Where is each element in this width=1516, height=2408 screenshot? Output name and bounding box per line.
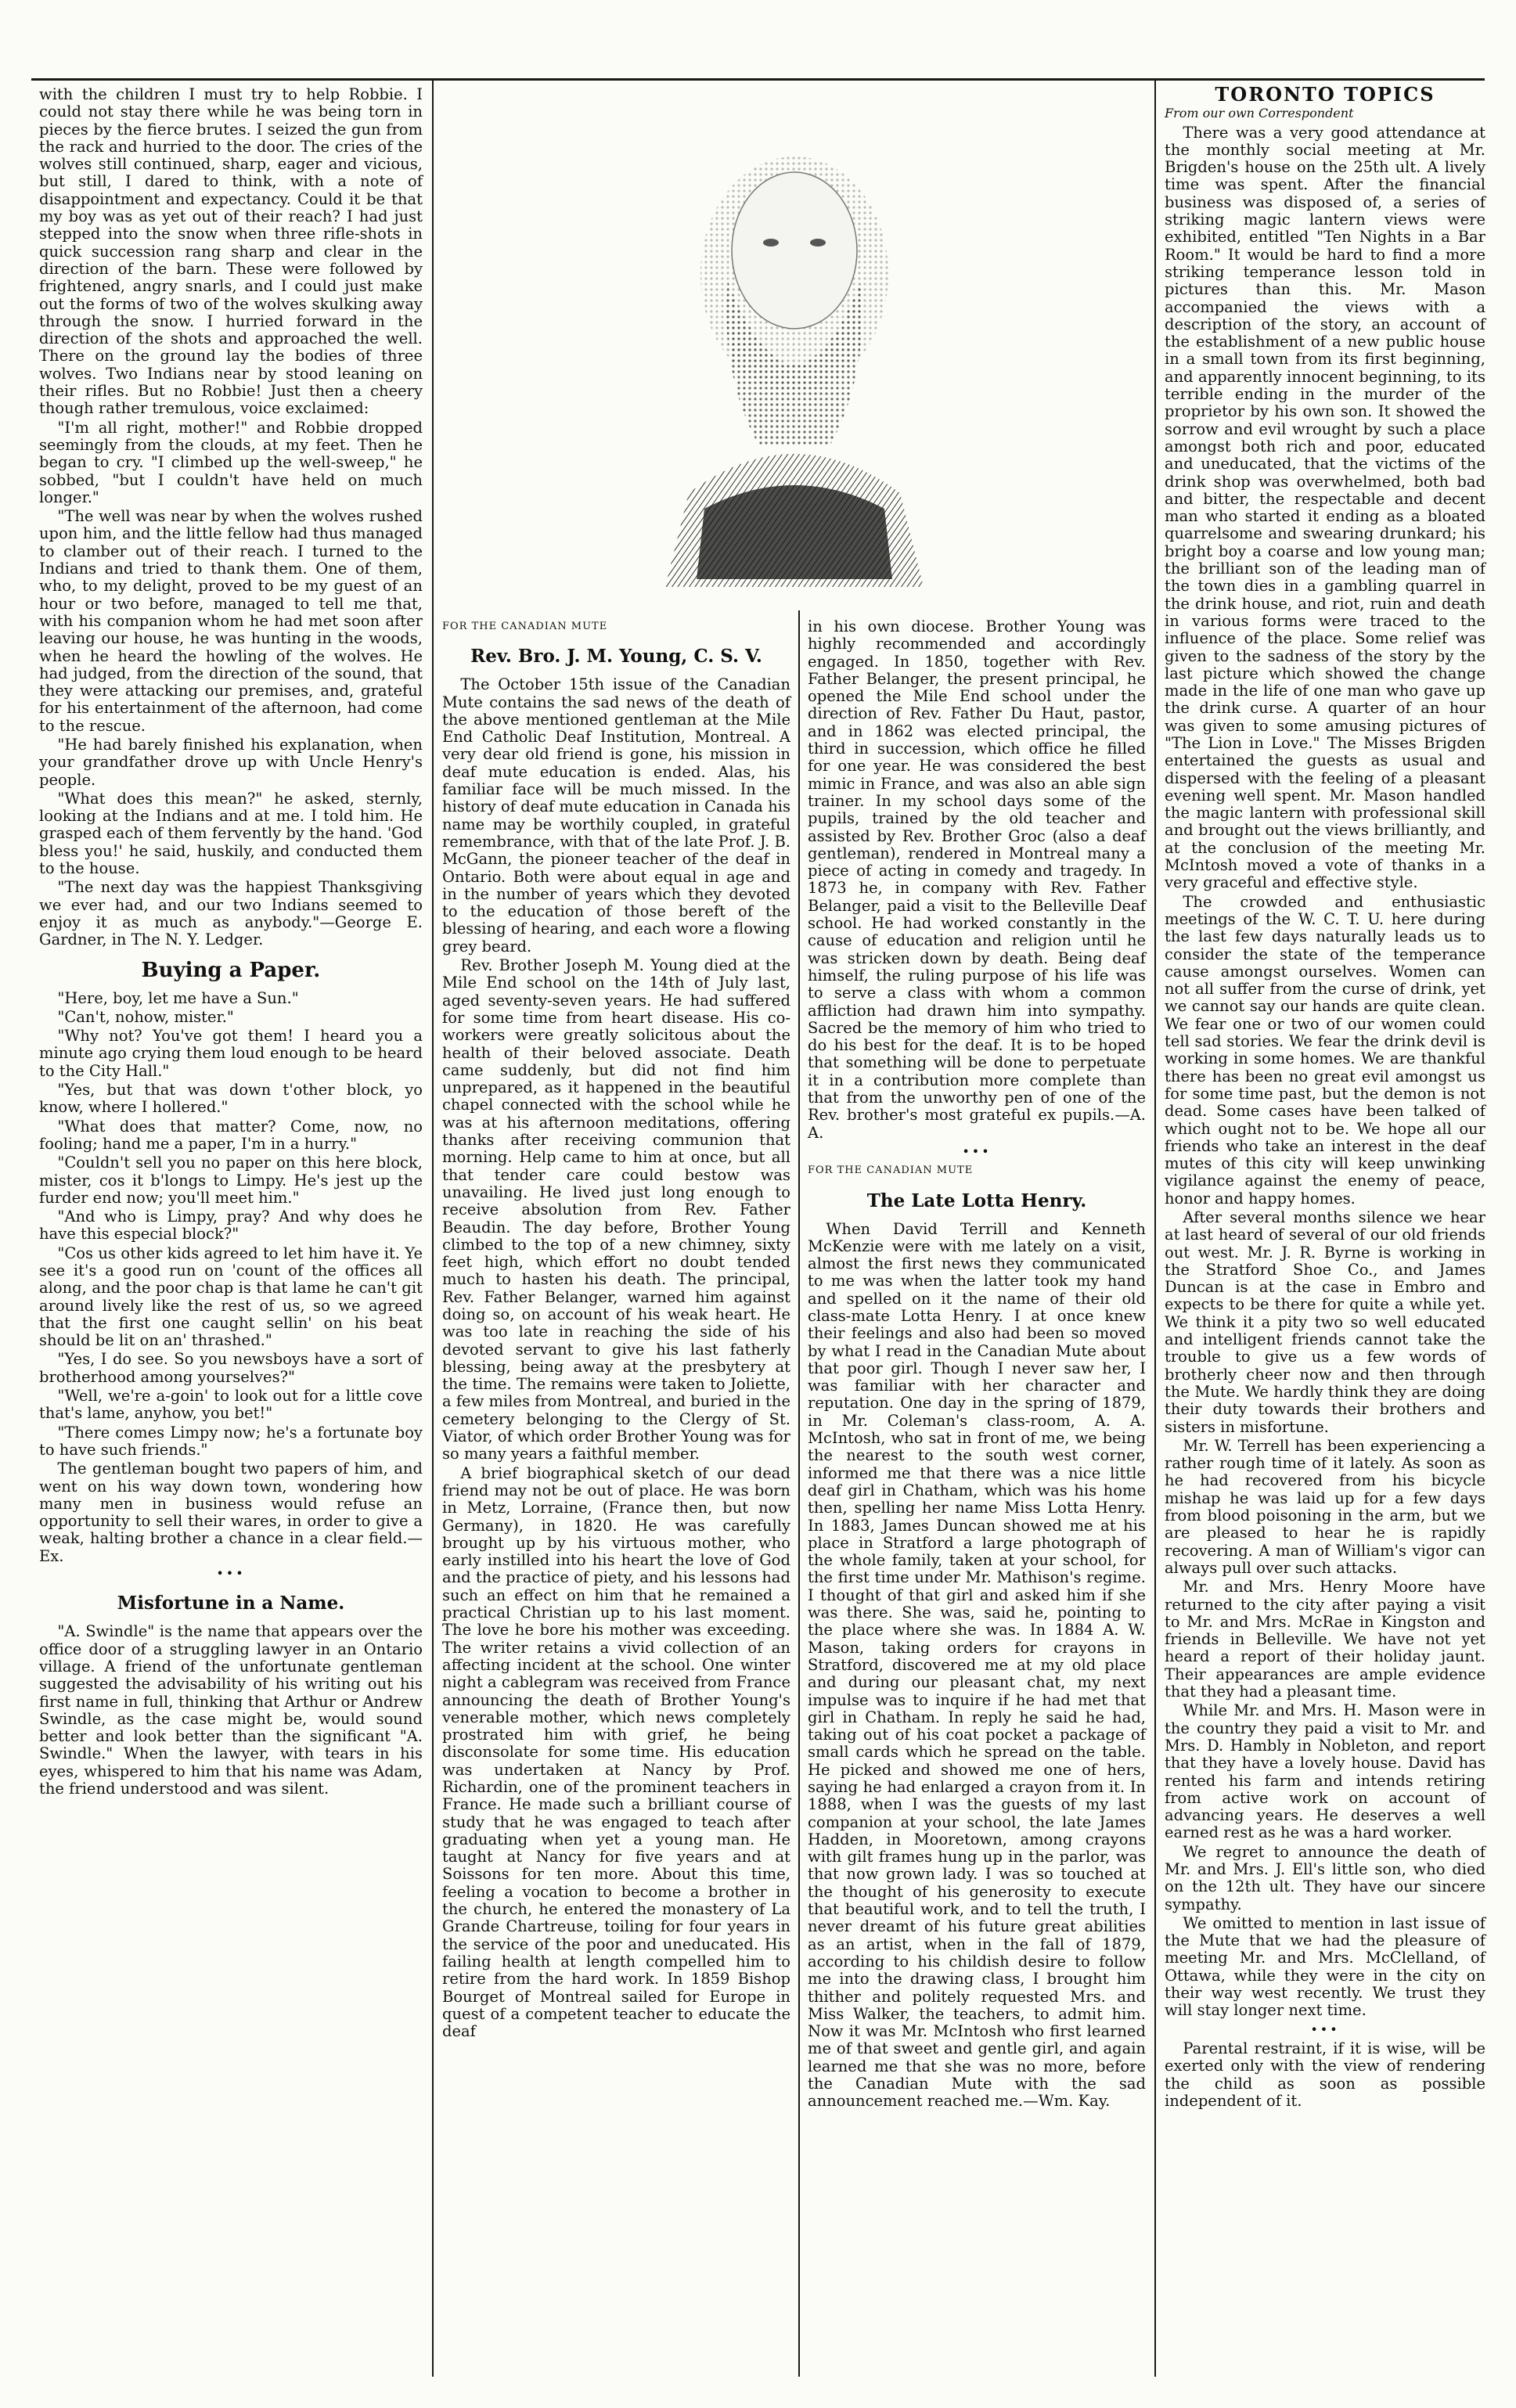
paragraph: in his own diocese. Brother Young was highly recommended and accordingly engaged. In 1850, together with Rev. Father Belanger, the present principal, he opened the Mile End school under the direction of Rev. Father Du Haut, pastor, and in 1862 was elected principal, the third in succession, which office he filled for one year. He was considered the best mimic in France, and was also an able sign trainer. In my school days some of the pupils, trained by the old teacher and assisted by Rev. Brother Groc (also a deaf gentleman), rendered in Montreal many a piece of acting in comedy and tragedy. In 1873 he, in company with Rev. Father Belanger, paid a visit to the Belleville Deaf school. He had worked constantly in the cause of education and religion until he was stricken down by death. Being deaf himself, the ruling purpose of his life was to serve a class with whom a common affliction had drawn him into sympathy. Sacred be the memory of him who tried to do his best for the deaf. It is to be hoped that something will be done to perpetuate it in a contribution more complete than that from the unworthy pen of one of the Rev. brother's most grateful ex pupils.—A. A. bbox=[808, 618, 1146, 1142]
paragraph: Mr. and Mrs. Henry Moore have returned to the city after paying a visit to Mr. and Mrs. McRae in Kingston and friends in Belleville. We have not yet heard a report of their holiday jaunt. Their appearances are ample evidence that they had a pleasant time. bbox=[1165, 1578, 1485, 1701]
portrait-illustration bbox=[610, 117, 978, 603]
paragraph: After several months silence we hear at last heard of several of our old friends out west. Mr. J. R. Byrne is working in the Stratford Shoe Co., and James Duncan is at the case in Embro and expects to be there for quite a while yet. We think it a pity two so well educated and intelligent friends cannot take the trouble to give us a few words of brotherly cheer now and then through the Mute. We hardly think they are doing their duty towards their brothers and sisters in misfortune. bbox=[1165, 1208, 1485, 1436]
headline-late-lotta-henry: The Late Lotta Henry. bbox=[866, 1190, 1087, 1211]
paragraph: "Cos us other kids agreed to let him have it. Ye see it's a good run on 'count of the offices all along, and the poor chap is that lame he can't git around lively like the rest of us, so we agreed that the first one caught sellin' on his beat should be lit on an' thrashed." bbox=[39, 1244, 423, 1350]
column-3 bbox=[800, 618, 1154, 2403]
paragraph: "He had barely finished his explanation, when your grandfather drove up with Uncle Henry's people. bbox=[39, 735, 423, 789]
paragraph: There was a very good attendance at the monthly social meeting at Mr. Brigden's house on the 25th ult. A lively time was spent. After the financial business was disposed of, a series of striking magic lantern views were exhibited, entitled "Ten Nights in a Bar Room." It would be hard to find a more striking temperance lesson told in pictures than this. Mr. Mason accompanied the views with a description of the story, an account of the establishment of a new public house in a small town from its first beginning, and apparently innocent beginning, to its terrible ending in the murder of the proprietor by his own son. It showed the sorrow and evil wrought by such a place amongst both rich and poor, educated and uneducated, that the victims of the drink shop was overwhelmed, both bad and bitter, the respectable and decent man who started it ending as a bloated quarrelsome and swearing drunkard; his bright boy a coarse and low young man; the brilliant son of the leading man of the town dies in a gambling quarrel in the drink house, and riot, ruin and death in various forms were traced to the influence of the place. Some relief was given to the sadness of the story by the last picture which showed the change made in the life of one man who gave up the drink curse. A quarter of an hour was given to some amusing pictures of "The Lion in Love." The Misses Brigden entertained the guests as usual and dispersed with the feeling of a pleasant evening well spent. Mr. Mason handled the magic lantern with professional skill and brought out the views brilliantly, and at the conclusion of the meeting Mr. McIntosh moved a vote of thanks in a very graceful and effective style. bbox=[1165, 123, 1485, 892]
paragraph: "And who is Limpy, pray? And why does he have this especial block?" bbox=[39, 1208, 423, 1244]
paragraph: "I'm all right, mother!" and Robbie dropped seemingly from the clouds, at my feet. Then he began to cry. "I climbed up the well-sweep," he sobbed, "but I couldn't have held on much longer." bbox=[39, 418, 423, 506]
byline: FOR THE CANADIAN MUTE bbox=[808, 1164, 974, 1177]
article-buying-a-paper bbox=[39, 990, 423, 1566]
top-rule bbox=[31, 78, 1485, 81]
section-masthead: TORONTO TOPICS bbox=[1215, 86, 1435, 106]
article-misfortune-in-a-name bbox=[39, 1623, 423, 1798]
paragraph: with the children I must try to help Robbie. I could not stay there while he was being torn in pieces by the fierce brutes. I seized the gun from the rack and hurried to the door. The cries of the wolves still continued, sharp, eager and vicious, but still, I dared to think, with a note of disappointment and expectancy. Could it be that my boy was as yet out of their reach? I had just stepped into the snow when three rifle-shots in quick succession rang sharp and clear in the direction of the barn. These were followed by frightened, angry snarls, and I could just make out the forms of two of the wolves skulking away through the snow. I hurried forward in the direction of the shots and approached the well. There on the ground lay the bodies of three wolves. Two Indians near by stood leaning on their rifles. But no Robbie! Just then a cheery though rather tremulous, voice exclaimed: bbox=[39, 86, 423, 418]
paragraph: Rev. Brother Joseph M. Young died at the Mile End school on the 14th of July last, aged seventy-seven years. He had suffered for some time from heart disease. His co-workers were greatly solicitous about the health of their beloved associate. Death came suddenly, but did not find him unprepared, as it happened in the beautiful chapel connected with the school while he was at his afternoon meditations, offering thanks after receiving communion that morning. Help came to him at once, but all that tender care could bestow was unavailing. He lived just long enough to receive absolution from Rev. Father Beaudin. The day before, Brother Young climbed to the top of a new chimney, sixty feet high, which effort no doubt tended much to hasten his death. The principal, Rev. Father Belanger, warned him against doing so, on account of his weak heart. He was too late in reaching the side of his devoted servant to give his last fatherly blessing, being away at the presbytery at the time. The remains were taken to Joliette, a few miles from Montreal, and buried in the cemetery belonging to the Clergy of St. Viator, of which order Brother Young was for so many years a faithful member. bbox=[442, 956, 790, 1463]
portrait-engraving bbox=[610, 117, 978, 603]
paragraph: "The well was near by when the wolves rushed upon him, and the little fellow had thus managed to clamber out of their reach. I turned to the Indians and tried to thank them. One of them, who, to my delight, proved to be my guest of an hour or two before, managed to tell me that, with his companion whom he had met soon after leaving our house, he was hunting in the woods, when he heard the howling of the wolves. He had judged, from the direction of the sound, that they were attacking our premises, and, grateful for his entertainment of the afternoon, had come to the rescue. bbox=[39, 507, 423, 735]
column-1 bbox=[31, 86, 430, 2403]
paragraph: "What does this mean?" he asked, sternly, looking at the Indians and at me. I told him. He grasped each of them fervently by the hand. 'God bless you!' he said, huskily, and conducted them to the house. bbox=[39, 789, 423, 878]
section-divider: ••• bbox=[962, 1143, 992, 1159]
correspondent-line: From our own Correspondent bbox=[1165, 106, 1354, 121]
section-divider: ••• bbox=[216, 1566, 246, 1582]
paragraph: "Why not? You've got them! I heard you a minute ago crying them loud enough to be heard to the City Hall." bbox=[39, 1027, 423, 1080]
paragraph: "Couldn't sell you no paper on this here block, mister, cos it b'longs to Limpy. He's jest up the furder end now; you'll meet him." bbox=[39, 1154, 423, 1207]
paragraph: We regret to announce the death of Mr. and Mrs. J. Ell's little son, who died on the 12th ult. They have our sincere sympathy. bbox=[1165, 1842, 1485, 1913]
paragraph: "The next day was the happiest Thanksgiving we ever had, and our two Indians seemed to enjoy it as much as anybody."—George E. Gardner, in The N. Y. Ledger. bbox=[39, 878, 423, 949]
column-divider bbox=[1154, 81, 1156, 2377]
paragraph: When David Terrill and Kenneth McKenzie were with me lately on a visit, almost the first news they communicated to me was when the latter took my hand and spelled on it the name of their old class-mate Lotta Henry. I at once knew their feelings and also had been so moved by what I read in the Canadian Mute about that poor girl. Though I never saw her, I was familiar with her character and reputation. One day in the spring of 1879, in Mr. Coleman's class-room, A. A. McIntosh, who sat in front of me, we being the nearest to the south west corner, informed me that there was a nice little deaf girl in Chatham, which was his home then, spelling her name Miss Lotta Henry. In 1883, James Duncan showed me at his place in Stratford a large photograph of the whole family, taken at your school, for the first time under Mr. Mathison's regime. I thought of that girl and asked him if she was there. She was, said he, pointing to the place where she was. In 1884 A. W. Mason, taking orders for crayons in Stratford, discovered me at my old place and during our pleasant chat, my next impulse was to inquire if he had met that girl in Chatham. In reply he said he had, taking out of his coat pocket a package of small cards which he spread on the table. He picked and showed me one of hers, saying he had enlarged a crayon from it. In 1888, when I was the guests of my last companion at your school, the late James Hadden, in Mooretown, among crayons with gilt frames hung up in the parlor, was that now grown lady. I was so touched at the thought of his generosity to execute that beautiful work, and to tell the truth, I never dreamt of his future great abilities as an artist, when in the fall of 1879, according to his childish desire to follow me into the drawing class, I brought him thither and politely requested Mrs. and Miss Walker, the teachers, to admit him. Now it was Mr. McIntosh who first learned me of that sweet and gentle girl, and again learned me that she was no more, before the Canadian Mute with the sad announcement reached me.—Wm. Kay. bbox=[808, 1219, 1146, 2111]
paragraph: "Here, boy, let me have a Sun." bbox=[57, 988, 299, 1007]
paragraph: "What does that matter? Come, now, no fooling; hand me a paper, I'm in a hurry." bbox=[39, 1117, 423, 1153]
headline-misfortune-in-a-name: Misfortune in a Name. bbox=[117, 1593, 345, 1614]
section-divider: ••• bbox=[1310, 2021, 1340, 2037]
paragraph: "Yes, I do see. So you newsboys have a sort of brotherhood among yourselves?" bbox=[39, 1350, 423, 1386]
column-4 bbox=[1157, 86, 1493, 2403]
paragraph: While Mr. and Mrs. H. Mason were in the country they paid a visit to Mr. and Mrs. D. Hambly in Nobleton, and report that they have a lovely house. David has rented his farm and intends retiring from active work on account of advancing years. He deserves a well earned rest as he was a hard worker. bbox=[1165, 1701, 1485, 1842]
paragraph: The gentleman bought two papers of him, and went on his way down town, wondering how many men in business would refuse an opportunity to sell their wares, in order to give a weak, halting brother a chance in a clear field.—Ex. bbox=[39, 1460, 423, 1565]
paragraph: Mr. W. Terrell has been experiencing a rather rough time of it lately. As soon as he had recovered from his bicycle mishap he was laid up for a few days from blood poisoning in the arm, but we are pleased to hear he is rapidly recovering. A man of William's vigor can always pull over such attacks. bbox=[1165, 1436, 1485, 1577]
column-2 bbox=[434, 618, 798, 2403]
paragraph: "There comes Limpy now; he's a fortunate boy to have such friends." bbox=[39, 1423, 423, 1459]
paragraph: "Well, we're a-goin' to look out for a little cove that's lame, anyhow, you bet!" bbox=[39, 1387, 423, 1423]
column-divider bbox=[432, 81, 434, 2377]
paragraph: "A. Swindle" is the name that appears over the office door of a struggling lawyer in an Ontario village. A friend of the unfortunate gentleman suggested the advisability of his writing out his first name in full, thinking that Arthur or Andrew Swindle, as the case might be, would sound better and look better than the significant "A. Swindle." When the lawyer, with tears in his eyes, whispered to him that his name was Adam, the friend understood and was silent. bbox=[39, 1622, 423, 1798]
headline-buying-a-paper: Buying a Paper. bbox=[141, 958, 321, 982]
story-continuation bbox=[39, 86, 423, 949]
paragraph: A brief biographical sketch of our dead friend may not be out of place. He was born in Metz, Lorraine, (France then, but now Germany), in 1820. He was carefully brought up by his virtuous mother, who early instilled into his heart the love of God and the practice of piety, and his lessons had such an effect on him that he remained a practical Christian up to his last moment. The love he bore his mother was exceeding. The writer retains a vivid collection of an affecting incident at the school. One winter night a cablegram was received from France announcing the death of Brother Young's venerable mother, which news completely prostrated him with grief, he being disconsolate for some time. His education was undertaken at Nancy by Prof. Richardin, one of the prominent teachers in France. He made such a brilliant course of study that he was engaged to teach after graduating when yet a young man. He taught at Nancy for five years and at Soissons for ten more. About this time, feeling a vocation to become a brother in the church, he entered the monastery of La Grande Chartreuse, toiling for four years in the service of the poor and uneducated. His failing health at length compelled him to retire from the hard work. In 1859 Bishop Bourget of Montreal sailed for Europe in quest of a competent teacher to educate the deaf bbox=[442, 1463, 790, 2041]
byline: FOR THE CANADIAN MUTE bbox=[442, 621, 608, 632]
paragraph: We omitted to mention in last issue of the Mute that we had the pleasure of meeting Mr. and Mrs. McClelland, of Ottawa, while they were in the city on their way west recently. We trust they will stay longer next time. bbox=[1165, 1913, 1485, 2020]
paragraph: The October 15th issue of the Canadian Mute contains the sad news of the death of the above mentioned gentleman at the Mile End Catholic Deaf Institution, Montreal. A very dear old friend is gone, his mission in deaf mute education is ended. Alas, his familiar face will be much missed. In the history of deaf mute education in Canada his name may be worthily coupled, in grateful remembrance, with that of the late Prof. J. B. McGann, the pioneer teacher of the deaf in Ontario. Both were about equal in age and in the number of years which they devoted to the education of those bereft of the blessing of hearing, and each wore a flowing grey beard. bbox=[442, 675, 790, 956]
headline-rev-bro-young: Rev. Bro. J. M. Young, C. S. V. bbox=[470, 646, 762, 668]
paragraph: "Yes, but that was down t'other block, yo know, where I hollered." bbox=[39, 1081, 423, 1117]
paragraph: "Can't, nohow, mister." bbox=[57, 1007, 234, 1026]
paragraph: Parental restraint, if it is wise, will be exerted only with the view of rendering the child as soon as possible independent of it. bbox=[1165, 2039, 1485, 2110]
paragraph: The crowded and enthusiastic meetings of the W. C. T. U. here during the last few days naturally leads us to consider the state of the temperance cause amongst ourselves. Women can not all suffer from the curse of drink, yet we cannot say our hands are quite clean. We fear one or two of our women could tell sad stories. We fear the drink devil is working in some homes. We are thankful there has been no great evil amongst us for some time past, but the demon is not dead. Some cases have been talked of which ought not to be. We hope all our friends who take an interest in the deaf mutes of this city will keep unwinking vigilance against the enemy of peace, honor and happy homes. bbox=[1165, 892, 1485, 1208]
